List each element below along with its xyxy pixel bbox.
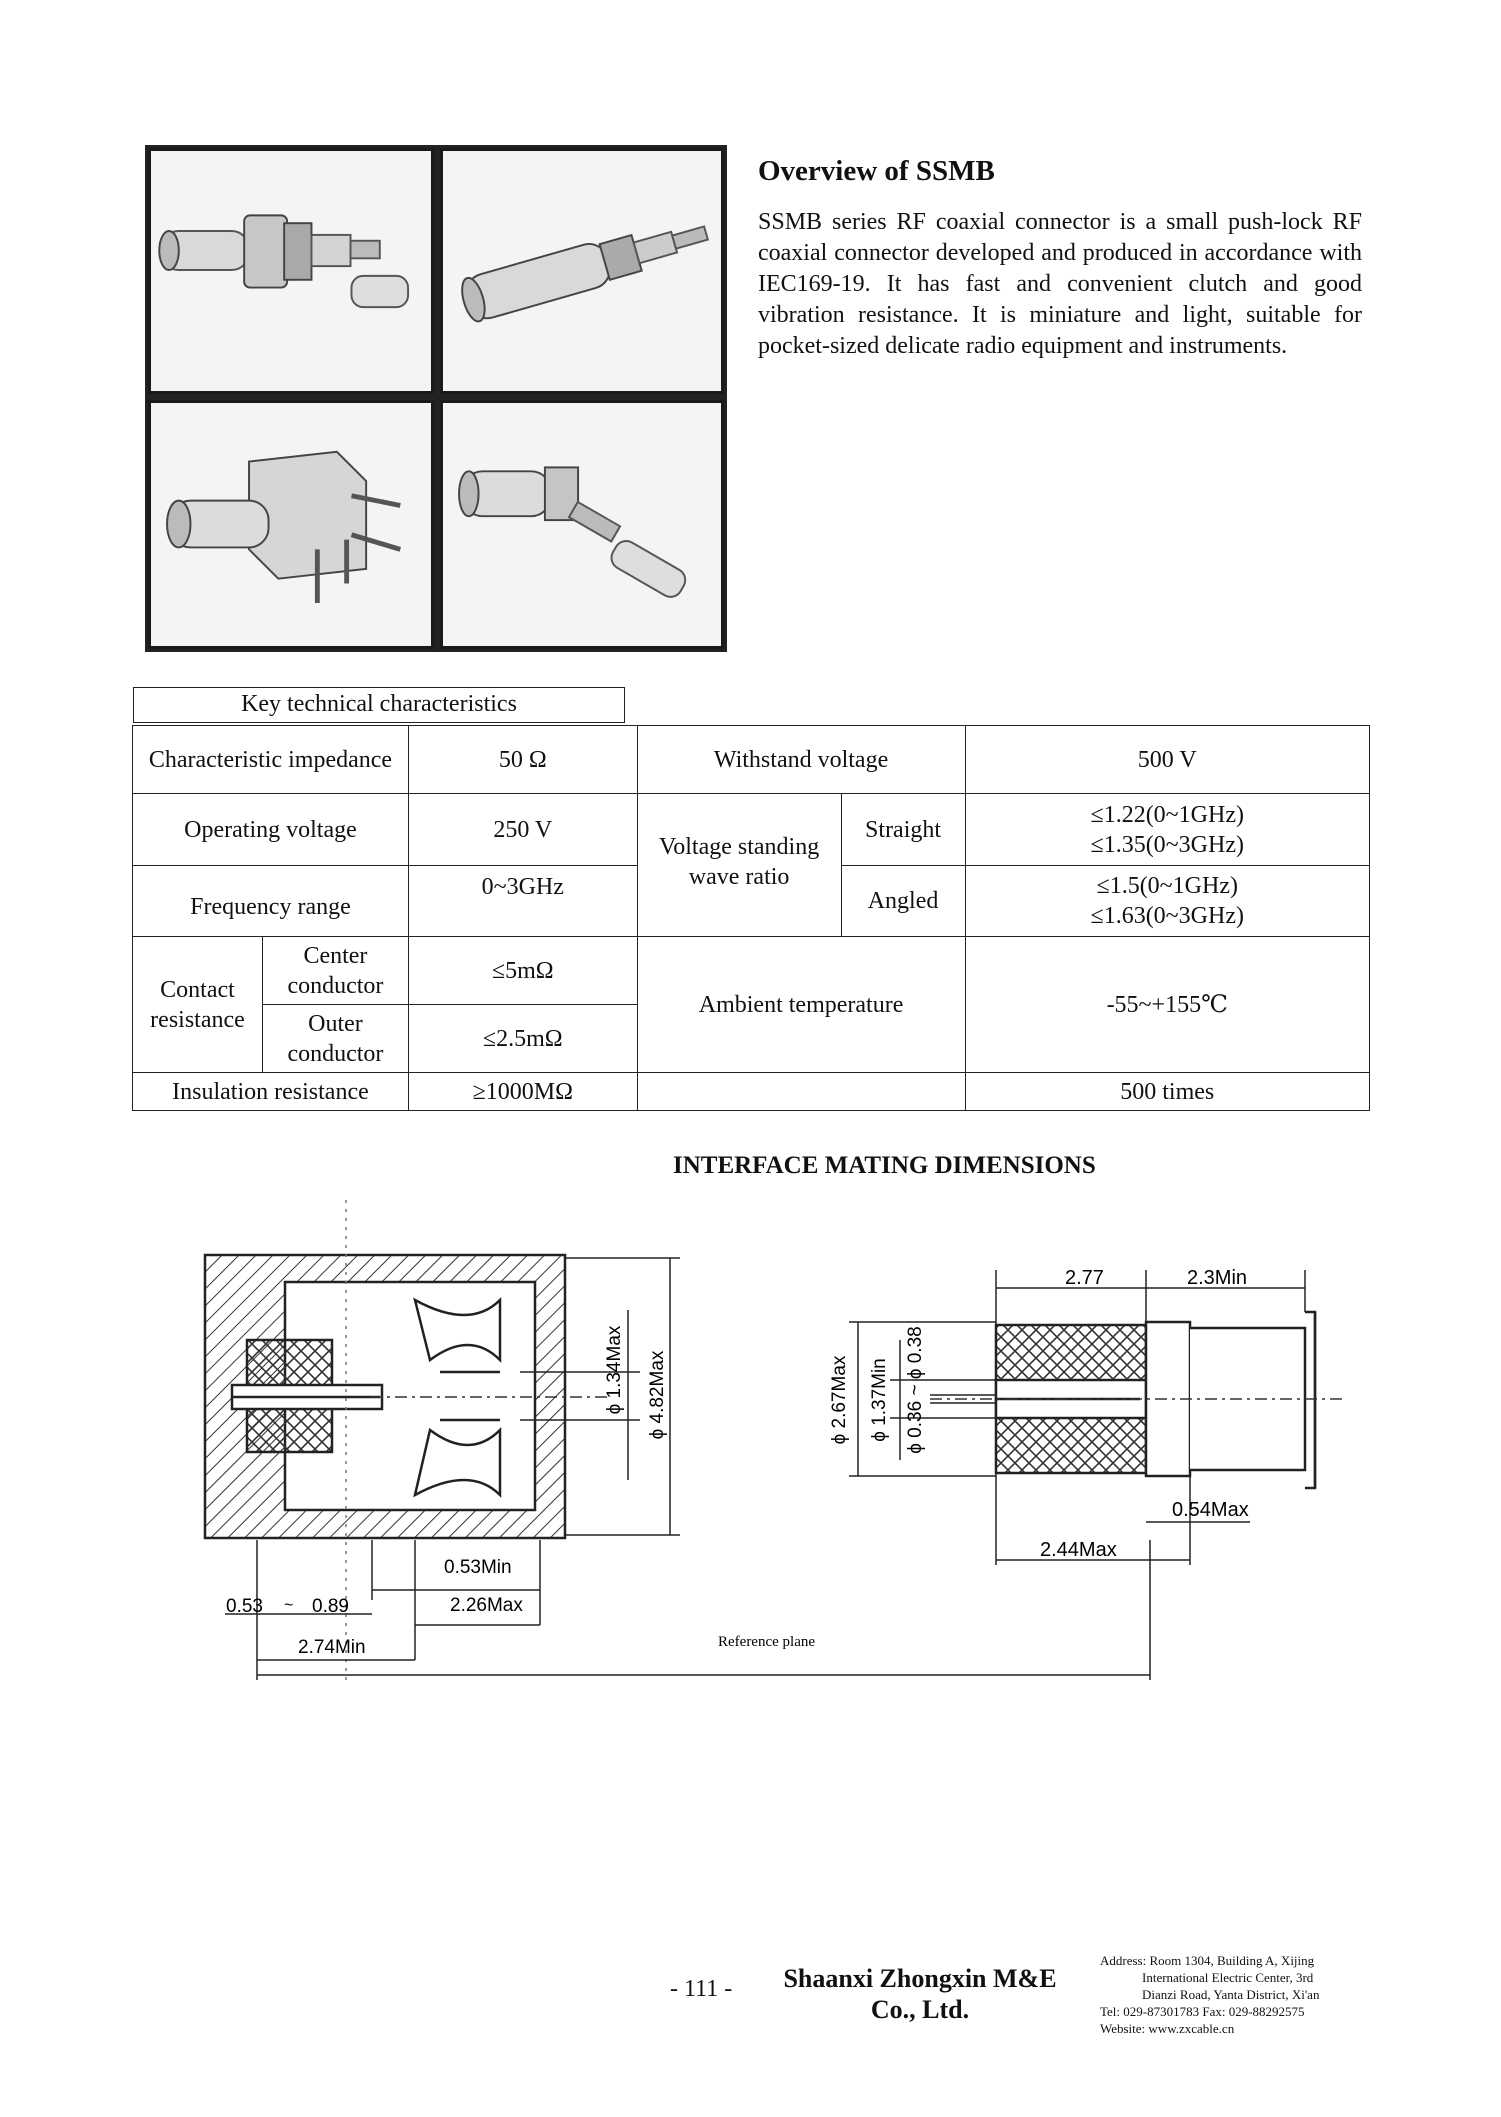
contact-label	[133, 937, 263, 1073]
ambient-label: Ambient temperature	[637, 937, 965, 1073]
connector-photo-bulkhead	[148, 148, 434, 394]
angled-value-1: ≤1.5(0~1GHz)	[1096, 873, 1238, 899]
dim-label-tilde: ~	[284, 1597, 294, 1614]
freq-label: Frequency range	[133, 866, 409, 937]
interface-dimension-drawing	[0, 1180, 1501, 1700]
address-line-5: Website: www.zxcable.cn	[1100, 2021, 1235, 2036]
address-line-2: International Electric Center, 3rd	[1142, 1970, 1314, 1985]
durability-value: 500 times	[965, 1073, 1370, 1111]
company-name-line-2: Co., Ltd.	[870, 1995, 970, 2024]
dim-label-244: 2.44Max	[1040, 1539, 1117, 1561]
plug-cross-section	[996, 1312, 1315, 1488]
dim-label-482: ϕ 4.82Max	[647, 1350, 668, 1440]
vswr-label-text: Voltage standing wave ratio	[659, 834, 820, 890]
insulation-value: ≥1000MΩ	[408, 1073, 637, 1111]
address-line-3: Dianzi Road, Yanta District, Xi'an	[1142, 1987, 1320, 2002]
company-address	[1100, 1952, 1340, 2037]
company-name-line-1: Shaanxi Zhongxin M&E	[783, 1964, 1057, 1993]
withstand-label: Withstand voltage	[637, 726, 965, 794]
outer-label-text: Outer conductor	[287, 1010, 384, 1067]
dim-label-053min: 0.53Min	[444, 1557, 512, 1578]
spec-table	[132, 725, 1370, 1111]
freq-value: 0~3GHz	[408, 866, 637, 937]
opvolt-label: Operating voltage	[133, 794, 409, 866]
angled-label: Angled	[841, 866, 965, 937]
center-label-text: Center conductor	[287, 942, 384, 999]
connector-photo-angled-cable	[440, 400, 724, 649]
ambient-value: -55~+155℃	[965, 937, 1370, 1073]
impedance-value: 50 Ω	[408, 726, 637, 794]
dim-label-267: ϕ 2.67Max	[829, 1355, 850, 1445]
outer-value: ≤2.5mΩ	[408, 1005, 637, 1073]
withstand-value: 500 V	[965, 726, 1370, 794]
page-number: - 111 -	[670, 1976, 733, 2002]
dim-label-054: 0.54Max	[1172, 1499, 1249, 1521]
table-row	[133, 1073, 1370, 1111]
insulation-label: Insulation resistance	[133, 1073, 409, 1111]
address-line-1: Address: Room 1304, Building A, Xijing	[1100, 1953, 1315, 1968]
dim-label-036: ϕ 0.36 ~ ϕ 0.38	[905, 1326, 926, 1454]
dim-label-277: 2.77	[1065, 1267, 1104, 1289]
vswr-label	[637, 794, 841, 937]
overview-paragraph: SSMB series RF coaxial connector is a small push-lock RF coaxial connector developed and produced in accordance with IEC169-19. It has fast and convenient clutch and good vibration resistance. It is miniature and light, suitable for pocket-sized delicate radio equipment and instruments.	[758, 209, 1362, 359]
straight-value	[965, 794, 1370, 866]
jack-cross-section	[205, 1255, 565, 1538]
table-row	[133, 794, 1370, 866]
straight-value-2: ≤1.35(0~3GHz)	[1090, 831, 1244, 858]
contact-label-text: Contact resistance	[150, 976, 245, 1033]
opvolt-value: 250 V	[408, 794, 637, 866]
dim-label-134: ϕ 1.34Max	[604, 1325, 625, 1415]
table-row	[133, 937, 1370, 1005]
angled-value	[965, 866, 1370, 937]
center-label	[262, 937, 408, 1005]
center-value: ≤5mΩ	[408, 937, 637, 1005]
dim-label-226: 2.26Max	[450, 1595, 523, 1616]
angled-value-2: ≤1.63(0~3GHz)	[1090, 903, 1244, 929]
connector-photo-pcb-angled	[148, 400, 434, 649]
dim-label-137: ϕ 1.37Min	[869, 1358, 890, 1442]
spec-table-title: Key technical characteristics	[133, 687, 625, 723]
reference-plane-label: Reference plane	[718, 1634, 816, 1650]
connector-photo-grid	[145, 145, 727, 652]
dimensions-title: INTERFACE MATING DIMENSIONS	[673, 1152, 1096, 1179]
straight-value-1: ≤1.22(0~1GHz)	[1090, 801, 1244, 828]
durability-label	[637, 1073, 965, 1111]
company-name	[775, 1963, 1065, 2025]
outer-label	[262, 1005, 408, 1073]
straight-label: Straight	[841, 794, 965, 866]
dim-label-089: 0.89	[312, 1596, 349, 1617]
dim-label-23: 2.3Min	[1187, 1267, 1248, 1289]
table-row	[133, 726, 1370, 794]
dim-label-053: 0.53	[226, 1596, 263, 1617]
connector-photo-straight-cable	[440, 148, 724, 394]
overview-title: Overview of SSMB	[758, 155, 995, 187]
address-line-4: Tel: 029-87301783 Fax: 029-88292575	[1100, 2004, 1305, 2019]
dim-label-274: 2.74Min	[298, 1637, 366, 1658]
impedance-label: Characteristic impedance	[133, 726, 409, 794]
